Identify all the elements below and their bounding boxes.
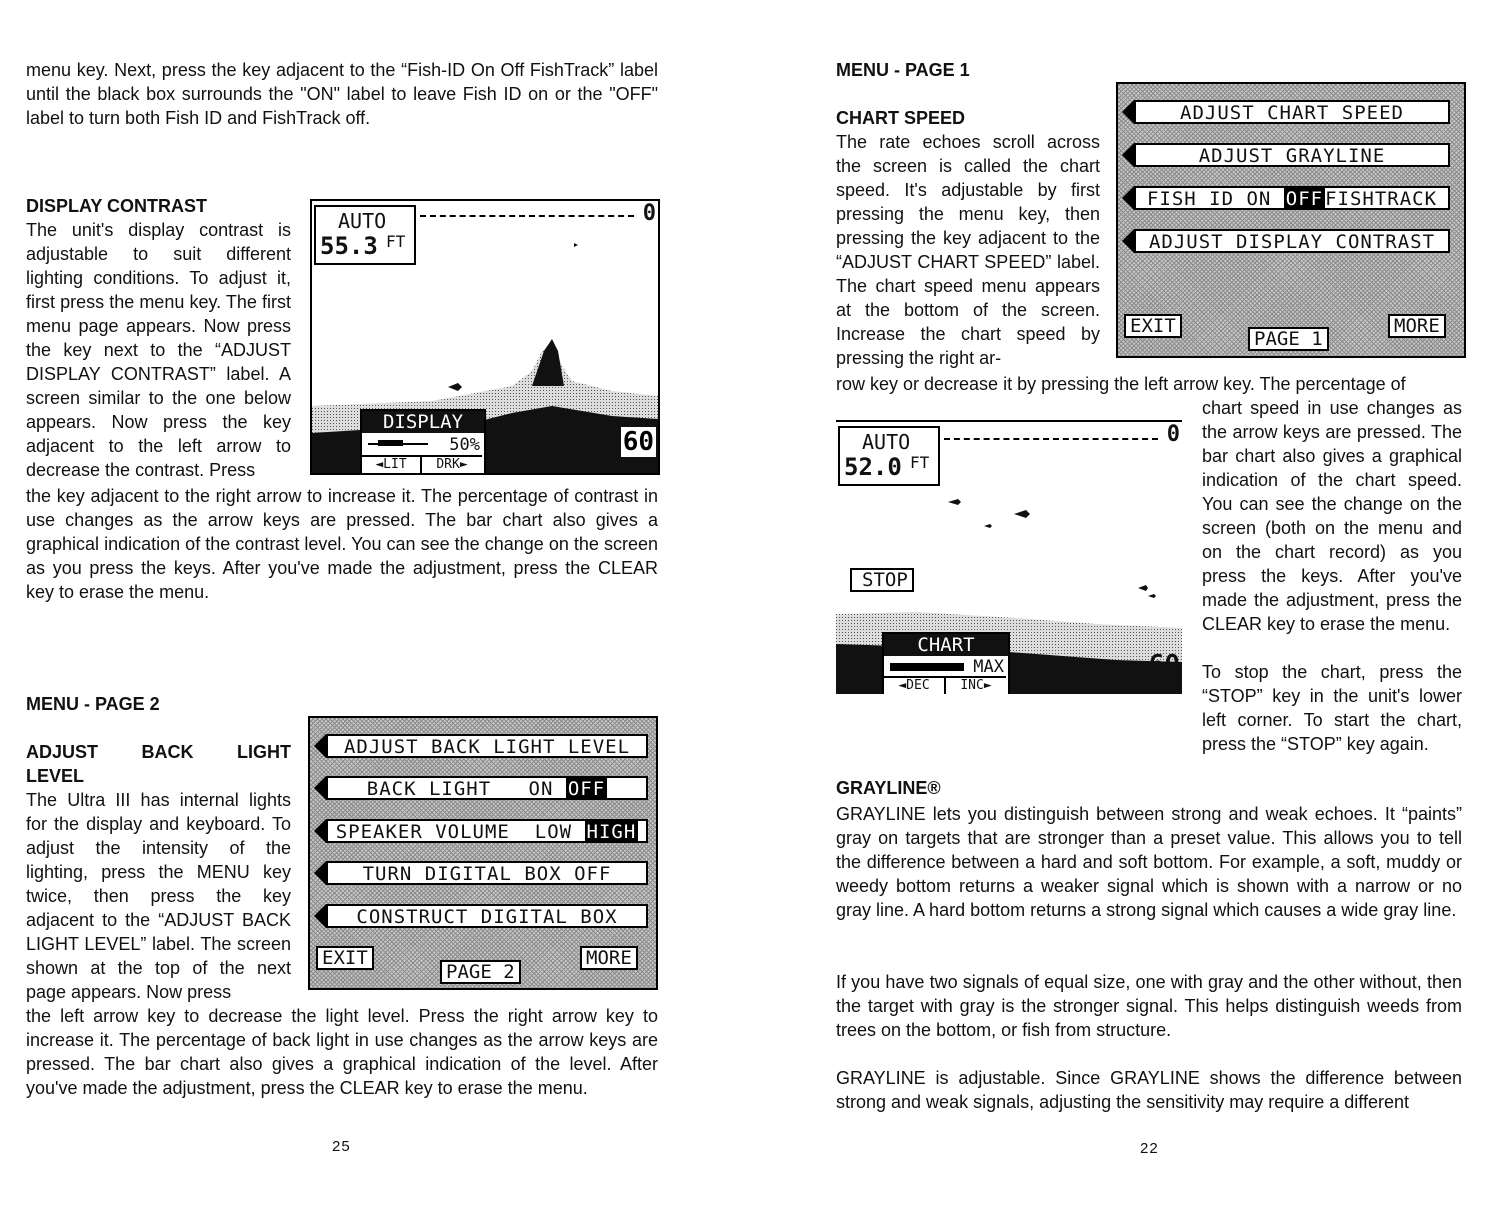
contrast-menu-title: DISPLAY: [362, 411, 484, 433]
scale-top-chart: 0: [1166, 422, 1180, 447]
volume-high-option[interactable]: HIGH: [586, 821, 637, 843]
menu-item-adjust-grayline[interactable]: ADJUST GRAYLINE: [1134, 143, 1450, 167]
intro-paragraph: menu key. Next, press the key adjacent to the “Fish-ID On Off FishTrack” label until the black box surrounds the "ON" label to leave Fish ID on or the "OFF" label to turn both Fish ID and FishTrack off.: [26, 60, 658, 128]
left-page-number: 25: [332, 1138, 351, 1155]
right-page-number: 22: [1140, 1140, 1159, 1157]
depth-unit: FT: [386, 232, 406, 251]
chart-stop-text: To stop the chart, press the “STOP” key in the unit's lower left corner. To start the chart, press the “STOP” key again.: [1202, 662, 1462, 754]
menu-page2-heading: MENU - PAGE 2: [26, 694, 160, 714]
backlight-off-option[interactable]: OFF: [567, 778, 606, 800]
menu-item-back-light[interactable]: BACK LIGHT ON OFF: [326, 776, 648, 800]
chart-dec-key[interactable]: ◄DEC: [884, 676, 946, 694]
menu-item-adjust-display-contrast[interactable]: ADJUST DISPLAY CONTRAST: [1134, 229, 1450, 253]
fish-id-off-option[interactable]: OFF: [1285, 188, 1324, 210]
display-contrast-text-full: the key adjacent to the right arrow to increase it. The percentage of contrast in use changes as the arrow keys are pressed. The bar chart also gives a graphical indication of the contrast level. You can see the change on the screen as you press the keys. After you've made the adjustment, press the CLEAR key to erase the menu.: [26, 486, 658, 602]
mode-label: AUTO: [338, 209, 387, 233]
menu-item-turn-digital-box-off[interactable]: TURN DIGITAL BOX OFF: [326, 861, 648, 885]
page-indicator-page1: PAGE 1: [1248, 327, 1329, 351]
contrast-screen: [310, 199, 660, 475]
menu-item-adjust-back-light[interactable]: ADJUST BACK LIGHT LEVEL: [326, 734, 648, 758]
chart-percent: MAX: [973, 657, 1004, 677]
scale-bottom-chart: 60: [1148, 650, 1180, 680]
menu-item-construct-digital-box[interactable]: CONSTRUCT DIGITAL BOX: [326, 904, 648, 928]
page-indicator: PAGE 2: [440, 960, 521, 984]
exit-button-page1[interactable]: EXIT: [1124, 314, 1182, 338]
chart-level-bar: [890, 666, 964, 674]
more-button-page1[interactable]: MORE: [1388, 314, 1446, 338]
grayline-paragraph-1: GRAYLINE lets you distinguish between strong and weak echoes. It “paints” gray on targets that are stronger than a preset value. This allows you to tell the difference between a hard and soft bottom. For example, a soft, muddy or weedy bottom returns a weaker signal which is shown with a narrow or no gray line. A hard bottom returns a strong signal which causes a wide gray line.: [836, 804, 1462, 920]
menu-page1-screen: [1116, 82, 1466, 358]
scale-bottom: 60: [622, 427, 654, 457]
contrast-menu-box: [360, 409, 486, 475]
scale-top: 0: [642, 201, 656, 226]
contrast-drk-key[interactable]: DRK►: [422, 455, 482, 473]
chart-level-fill: [890, 663, 964, 671]
back-light-text-wrap: The Ultra III has internal lights for the display and keyboard. To adjust the intensity of the lighting, press the MENU key twice, then press the key adjacent to the “ADJUST BACK LIGHT LEVEL” label. The screen shown at the top of the next page appears. Now press: [26, 790, 291, 1002]
menu-page1-heading: MENU - PAGE 1: [836, 60, 970, 80]
chart-menu-title: CHART: [884, 634, 1008, 656]
contrast-lit-key[interactable]: ◄LIT: [362, 455, 422, 473]
stop-button[interactable]: STOP: [850, 568, 914, 592]
more-button[interactable]: MORE: [580, 946, 638, 970]
chart-inc-key[interactable]: INC►: [946, 676, 1006, 694]
mode-label-chart: AUTO: [862, 430, 911, 454]
exit-button[interactable]: EXIT: [316, 946, 374, 970]
menu-item-speaker-volume[interactable]: SPEAKER VOLUME LOW HIGH: [326, 819, 648, 843]
chart-menu-box: [882, 632, 1010, 694]
chart-speed-text-wrap: The rate echoes scroll across the screen is called the chart speed. It's adjustable by first pressing the menu key, then pressing the key adjacent to the “ADJUST CHART SPEED” label. The chart speed menu appears at the bottom of the screen. Increase the chart speed by pressing the right ar-: [836, 132, 1100, 368]
contrast-level-fill: [378, 440, 403, 446]
backlight-on-option[interactable]: ON: [528, 778, 554, 800]
grayline-heading: GRAYLINE®: [836, 778, 941, 798]
menu-page2-screen: [308, 716, 658, 990]
menu-item-fish-id[interactable]: FISH ID ON OFF FISHTRACK: [1134, 186, 1450, 210]
chart-speed-text-wrap2: chart speed in use changes as the arrow keys are pressed. The bar chart also gives a graphical indication of the chart speed. You can see the change on the screen (both on the menu and on the chart record) as you press the keys. After you've made the adjustment, press the CLEAR key to erase the menu.: [1202, 398, 1462, 634]
back-light-text-full: the left arrow key to decrease the light level. Press the right arrow key to increase it. The percentage of back light in use changes as the arrow keys are pressed. The bar chart also gives a graphical indication of the level. After you've made the adjustment, press the CLEAR key to erase the menu.: [26, 1006, 658, 1098]
grayline-paragraph-2: If you have two signals of equal size, one with gray and the other without, then the target with gray is the stronger signal. This helps distinguish weeds from trees on the bottom, or fish from structure.: [836, 972, 1462, 1040]
grayline-paragraph-3: GRAYLINE is adjustable. Since GRAYLINE shows the difference between strong and weak signals, adjusting the sensitivity may require a different: [836, 1068, 1462, 1112]
depth-value: 55.3: [320, 232, 378, 260]
depth-value-chart: 52.0: [844, 453, 902, 481]
chart-speed-text-full: row key or decrease it by pressing the left arrow key. The percentage of: [836, 374, 1406, 394]
chart-speed-heading: CHART SPEED: [836, 108, 966, 128]
volume-low-option[interactable]: LOW: [534, 821, 573, 843]
depth-unit-chart: FT: [910, 453, 930, 472]
contrast-level-bar: [368, 443, 428, 451]
back-light-heading: ADJUST BACK LIGHT LEVEL: [26, 742, 291, 786]
display-contrast-heading: DISPLAY CONTRAST: [26, 196, 208, 216]
menu-item-adjust-chart-speed[interactable]: ADJUST CHART SPEED: [1134, 100, 1450, 124]
fishtrack-option[interactable]: FISHTRACK: [1325, 188, 1438, 210]
chart-speed-screen: [836, 420, 1182, 694]
contrast-percent: 50%: [449, 435, 480, 455]
display-contrast-text-wrap: The unit's display contrast is adjustable to suit different lighting conditions. To adjust it, first press the menu key. The first menu page appears. Now press the key next to the “ADJUST DISPLAY CONTRAST” label. A screen similar to the one below appears. Now press the key adjacent to the left arrow to decrease the contrast. Press: [26, 220, 291, 480]
